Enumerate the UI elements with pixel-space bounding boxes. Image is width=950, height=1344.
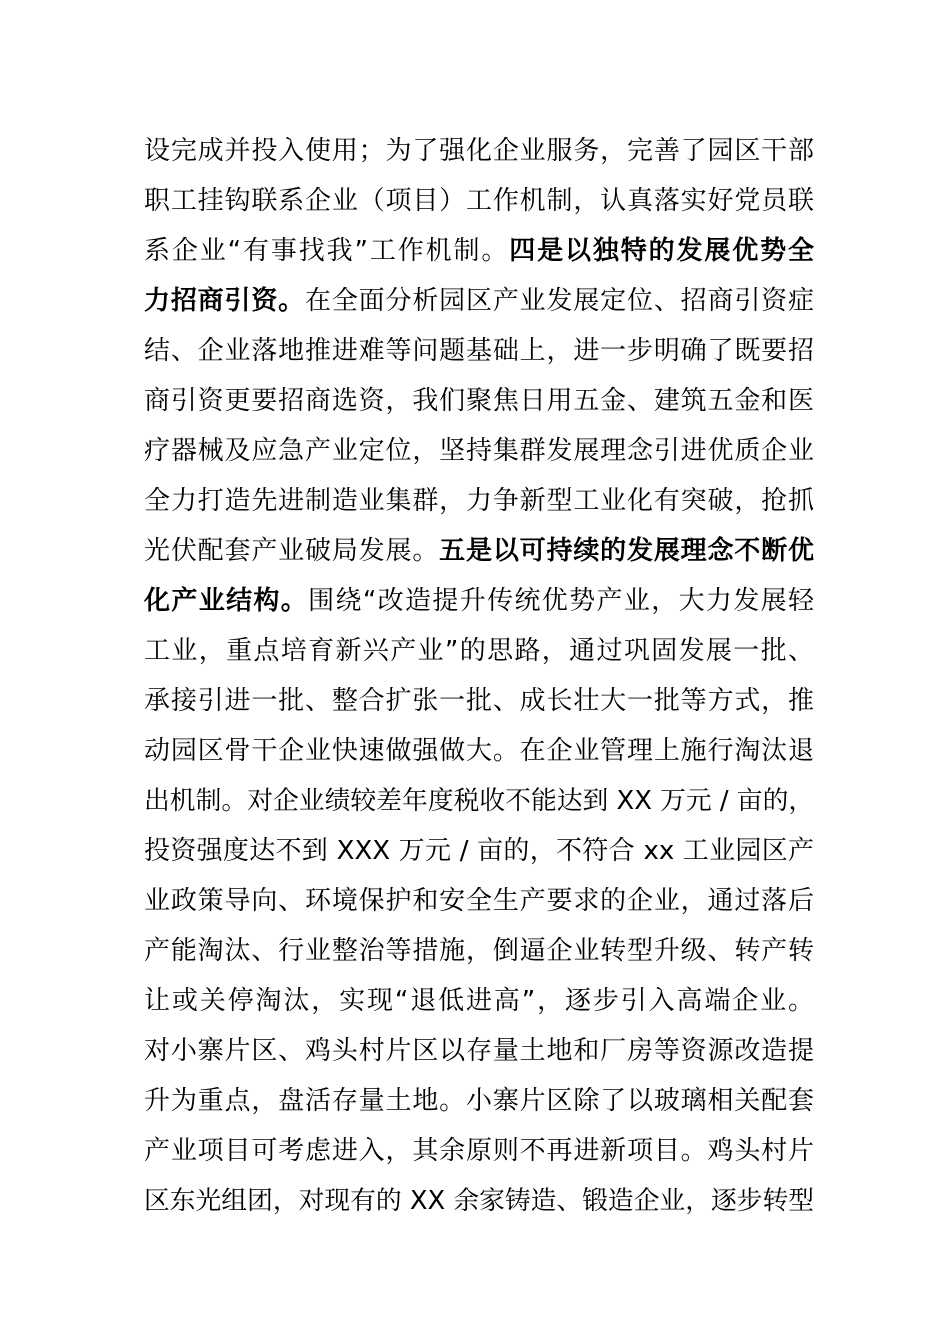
body-text-segment: 让或关停淘汰，实现“退低进高”，逐步引入高端企业。 bbox=[144, 986, 814, 1016]
text-line bbox=[144, 976, 814, 1026]
text-line bbox=[144, 726, 814, 776]
body-text-segment: 动园区骨干企业快速做强做大。在企业管理上施行淘汰退 bbox=[144, 736, 814, 766]
text-line bbox=[144, 226, 814, 276]
bold-heading-text: 化产业结构。 bbox=[144, 586, 309, 616]
body-text-segment: 职工挂钩联系企业（项目）工作机制，认真落实好党员联 bbox=[144, 186, 814, 216]
body-text-segment: 商引资更要招商选资，我们聚焦日用五金、建筑五金和医 bbox=[144, 386, 814, 416]
text-line bbox=[144, 1076, 814, 1126]
bold-heading-text: 四是以独特的发展优势全 bbox=[509, 236, 814, 266]
text-line bbox=[144, 1126, 814, 1176]
body-text-segment: 围绕“改造提升传统优势产业，大力发展轻 bbox=[308, 586, 814, 616]
body-text-segment: 设完成并投入使用；为了强化企业服务，完善了园区干部 bbox=[144, 136, 814, 166]
text-line bbox=[144, 376, 814, 426]
text-line bbox=[144, 926, 814, 976]
body-text bbox=[144, 126, 814, 1226]
body-text-segment: 出机制。对企业绩较差年度税收不能达到 XX 万元 / 亩的， bbox=[144, 786, 815, 816]
text-line bbox=[144, 1176, 814, 1226]
body-text-segment: 承接引进一批、整合扩张一批、成长壮大一批等方式，推 bbox=[144, 686, 814, 716]
body-text-segment: 业政策导向、环境保护和安全生产要求的企业，通过落后 bbox=[144, 886, 814, 916]
bold-heading-text: 五是以可持续的发展理念不断优 bbox=[439, 536, 814, 566]
body-text-segment: 结、企业落地推进难等问题基础上，进一步明确了既要招 bbox=[144, 336, 814, 366]
text-line bbox=[144, 426, 814, 476]
body-text-segment: 产能淘汰、行业整治等措施，倒逼企业转型升级、转产转 bbox=[144, 936, 814, 966]
text-line bbox=[144, 676, 814, 726]
text-line bbox=[144, 126, 814, 176]
body-text-segment: 工业，重点培育新兴产业”的思路，通过巩固发展一批、 bbox=[144, 636, 814, 666]
body-text-segment: 疗器械及应急产业定位，坚持集群发展理念引进优质企业 bbox=[144, 436, 814, 466]
body-text-segment: 系企业“有事找我”工作机制。 bbox=[144, 236, 510, 266]
text-line bbox=[144, 526, 814, 576]
text-line bbox=[144, 826, 814, 876]
text-line bbox=[144, 626, 814, 676]
text-line bbox=[144, 476, 814, 526]
body-text-segment: 产业项目可考虑进入，其余原则不再进新项目。鸡头村片 bbox=[144, 1136, 814, 1166]
text-line bbox=[144, 776, 814, 826]
bold-heading-text: 力招商引资。 bbox=[144, 286, 305, 316]
text-line bbox=[144, 176, 814, 226]
body-text-segment: 全力打造先进制造业集群，力争新型工业化有突破，抢抓 bbox=[144, 486, 814, 516]
body-text-segment: 投资强度达不到 XXX 万元 / 亩的，不符合 xx 工业园区产 bbox=[144, 836, 814, 866]
body-text-segment: 光伏配套产业破局发展。 bbox=[144, 536, 440, 566]
body-text-segment: 区东光组团，对现有的 XX 余家铸造、锻造企业，逐步转型 bbox=[144, 1186, 815, 1216]
text-line bbox=[144, 276, 814, 326]
text-line bbox=[144, 326, 814, 376]
body-text-segment: 升为重点，盘活存量土地。小寨片区除了以玻璃相关配套 bbox=[144, 1086, 814, 1116]
body-text-segment: 在全面分析园区产业发展定位、招商引资症 bbox=[305, 286, 814, 316]
body-text-segment: 对小寨片区、鸡头村片区以存量土地和厂房等资源改造提 bbox=[144, 1036, 814, 1066]
text-line bbox=[144, 876, 814, 926]
text-line bbox=[144, 576, 814, 626]
text-line bbox=[144, 1026, 814, 1076]
